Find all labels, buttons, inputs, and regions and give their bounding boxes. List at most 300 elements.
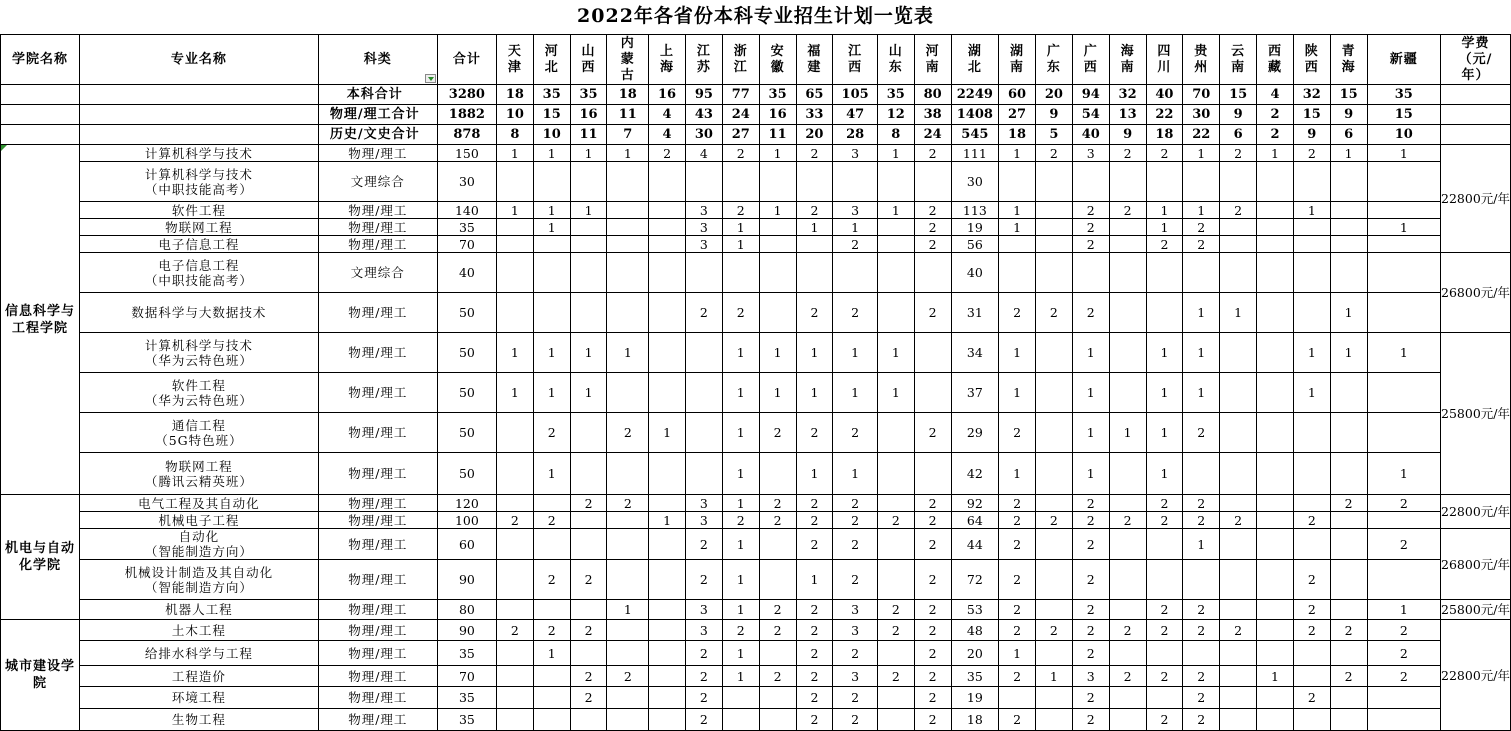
- summary-blank[interactable]: [80, 125, 319, 145]
- province-quota[interactable]: 1: [533, 373, 570, 413]
- subject-type[interactable]: 物理/理工: [318, 512, 437, 529]
- province-quota[interactable]: 2: [759, 666, 796, 687]
- province-quota[interactable]: [1330, 202, 1367, 219]
- province-quota[interactable]: 2: [685, 641, 722, 666]
- header-province[interactable]: 广西: [1072, 35, 1109, 85]
- summary-value[interactable]: 11: [759, 125, 796, 145]
- province-quota[interactable]: 2: [833, 560, 878, 600]
- province-quota[interactable]: 1: [496, 202, 533, 219]
- header-province[interactable]: 湖南: [999, 35, 1036, 85]
- header-total[interactable]: 合计: [437, 35, 496, 85]
- summary-value[interactable]: 32: [1293, 85, 1330, 105]
- province-quota[interactable]: 2: [877, 512, 914, 529]
- province-quota[interactable]: [1220, 236, 1257, 253]
- province-quota[interactable]: [496, 529, 533, 560]
- summary-value[interactable]: 10: [1367, 125, 1440, 145]
- province-quota[interactable]: 2: [1183, 413, 1220, 453]
- header-province[interactable]: 湖 北: [951, 35, 999, 85]
- summary-total[interactable]: 3280: [437, 85, 496, 105]
- province-quota[interactable]: 35: [951, 666, 999, 687]
- province-quota[interactable]: [877, 529, 914, 560]
- province-quota[interactable]: 2: [999, 529, 1036, 560]
- summary-value[interactable]: 95: [685, 85, 722, 105]
- province-quota[interactable]: [1257, 333, 1294, 373]
- major-name[interactable]: 机械电子工程: [80, 512, 319, 529]
- province-quota[interactable]: 3: [685, 495, 722, 512]
- province-quota[interactable]: 2: [1220, 202, 1257, 219]
- province-quota[interactable]: 2: [1293, 600, 1330, 620]
- province-quota[interactable]: 34: [951, 333, 999, 373]
- province-quota[interactable]: [649, 373, 686, 413]
- province-quota[interactable]: 2: [759, 600, 796, 620]
- summary-value[interactable]: 4: [649, 125, 686, 145]
- subject-type[interactable]: 物理/理工: [318, 600, 437, 620]
- province-quota[interactable]: [1330, 236, 1367, 253]
- province-quota[interactable]: 1: [607, 333, 649, 373]
- province-quota[interactable]: 2: [533, 620, 570, 641]
- summary-value[interactable]: 47: [833, 105, 878, 125]
- summary-value[interactable]: 11: [570, 125, 607, 145]
- province-quota[interactable]: [1293, 641, 1330, 666]
- province-quota[interactable]: 1: [999, 373, 1036, 413]
- province-quota[interactable]: 1: [796, 333, 833, 373]
- province-quota[interactable]: 2: [722, 512, 759, 529]
- province-quota[interactable]: 2: [1146, 145, 1183, 162]
- province-quota[interactable]: 1: [833, 373, 878, 413]
- header-college[interactable]: 学院名称: [1, 35, 80, 85]
- province-quota[interactable]: 2: [1072, 600, 1109, 620]
- summary-value[interactable]: 105: [833, 85, 878, 105]
- subject-type[interactable]: 物理/理工: [318, 413, 437, 453]
- province-quota[interactable]: [496, 600, 533, 620]
- province-quota[interactable]: 2: [914, 512, 951, 529]
- province-quota[interactable]: [607, 709, 649, 731]
- province-quota[interactable]: [759, 560, 796, 600]
- province-quota[interactable]: 2: [496, 512, 533, 529]
- province-quota[interactable]: [1146, 641, 1183, 666]
- major-name[interactable]: 计算机科学与技术: [80, 145, 319, 162]
- province-quota[interactable]: 2: [570, 620, 607, 641]
- province-quota[interactable]: 1: [1146, 413, 1183, 453]
- province-quota[interactable]: 19: [951, 219, 999, 236]
- province-quota[interactable]: 2: [1367, 666, 1440, 687]
- province-quota[interactable]: 2: [533, 560, 570, 600]
- province-quota[interactable]: 2: [999, 293, 1036, 333]
- province-quota[interactable]: 2: [877, 600, 914, 620]
- header-province[interactable]: 内蒙古: [607, 35, 649, 85]
- province-quota[interactable]: 1: [649, 512, 686, 529]
- province-quota[interactable]: 2: [1293, 145, 1330, 162]
- province-quota[interactable]: [570, 529, 607, 560]
- tuition-fee[interactable]: 26800元/年: [1441, 529, 1511, 600]
- province-quota[interactable]: 2: [1220, 145, 1257, 162]
- subject-type[interactable]: 物理/理工: [318, 453, 437, 495]
- province-quota[interactable]: 2: [1072, 202, 1109, 219]
- province-quota[interactable]: 2: [1220, 512, 1257, 529]
- province-quota[interactable]: [877, 253, 914, 293]
- header-province[interactable]: 江苏: [685, 35, 722, 85]
- province-quota[interactable]: [649, 600, 686, 620]
- province-quota[interactable]: [1035, 333, 1072, 373]
- province-quota[interactable]: 3: [1072, 666, 1109, 687]
- province-quota[interactable]: [759, 641, 796, 666]
- province-quota[interactable]: 1: [533, 145, 570, 162]
- province-quota[interactable]: [877, 453, 914, 495]
- province-quota[interactable]: 1: [722, 666, 759, 687]
- summary-blank[interactable]: [1, 125, 80, 145]
- summary-value[interactable]: 16: [649, 85, 686, 105]
- province-quota[interactable]: 2: [999, 495, 1036, 512]
- province-quota[interactable]: [1257, 620, 1294, 641]
- province-quota[interactable]: [1367, 373, 1440, 413]
- province-quota[interactable]: 2: [1183, 666, 1220, 687]
- province-quota[interactable]: 1: [877, 145, 914, 162]
- province-quota[interactable]: [685, 333, 722, 373]
- province-quota[interactable]: [533, 709, 570, 731]
- province-quota[interactable]: 1: [1220, 293, 1257, 333]
- province-quota[interactable]: [1367, 560, 1440, 600]
- province-quota[interactable]: 1: [722, 453, 759, 495]
- province-quota[interactable]: 2: [796, 293, 833, 333]
- province-quota[interactable]: 1: [570, 373, 607, 413]
- province-quota[interactable]: [796, 236, 833, 253]
- province-quota[interactable]: [1257, 560, 1294, 600]
- province-quota[interactable]: 42: [951, 453, 999, 495]
- subject-type[interactable]: 物理/理工: [318, 687, 437, 709]
- province-quota[interactable]: 3: [685, 620, 722, 641]
- major-name[interactable]: 电子信息工程 （中职技能高考）: [80, 253, 319, 293]
- province-quota[interactable]: [914, 162, 951, 202]
- summary-value[interactable]: 5: [1035, 125, 1072, 145]
- college-name[interactable]: 信息科学与工程学院: [1, 145, 80, 495]
- province-quota[interactable]: 2: [759, 620, 796, 641]
- province-quota[interactable]: 2: [914, 413, 951, 453]
- province-quota[interactable]: 2: [1367, 641, 1440, 666]
- major-name[interactable]: 数据科学与大数据技术: [80, 293, 319, 333]
- summary-value[interactable]: 9: [1330, 105, 1367, 125]
- province-quota[interactable]: 113: [951, 202, 999, 219]
- summary-value[interactable]: 13: [1109, 105, 1146, 125]
- province-quota[interactable]: [685, 162, 722, 202]
- summary-value[interactable]: 30: [685, 125, 722, 145]
- province-quota[interactable]: 2: [914, 641, 951, 666]
- major-name[interactable]: 软件工程 （华为云特色班）: [80, 373, 319, 413]
- province-quota[interactable]: 1: [1367, 145, 1440, 162]
- province-quota[interactable]: 64: [951, 512, 999, 529]
- province-quota[interactable]: [1220, 162, 1257, 202]
- province-quota[interactable]: 2: [1072, 293, 1109, 333]
- province-quota[interactable]: 2: [1183, 600, 1220, 620]
- province-quota[interactable]: 4: [685, 145, 722, 162]
- province-quota[interactable]: 1: [759, 145, 796, 162]
- province-quota[interactable]: 2: [1146, 512, 1183, 529]
- province-quota[interactable]: 2: [607, 413, 649, 453]
- province-quota[interactable]: [649, 620, 686, 641]
- province-quota[interactable]: [877, 687, 914, 709]
- summary-value[interactable]: 77: [722, 85, 759, 105]
- province-quota[interactable]: [1183, 641, 1220, 666]
- province-quota[interactable]: [496, 293, 533, 333]
- summary-value[interactable]: 27: [722, 125, 759, 145]
- province-quota[interactable]: 2: [833, 495, 878, 512]
- province-quota[interactable]: [1293, 709, 1330, 731]
- province-quota[interactable]: [649, 529, 686, 560]
- summary-blank[interactable]: [80, 105, 319, 125]
- province-quota[interactable]: 2: [649, 145, 686, 162]
- major-name[interactable]: 生物工程: [80, 709, 319, 731]
- province-quota[interactable]: [1109, 529, 1146, 560]
- province-quota[interactable]: 2: [999, 512, 1036, 529]
- province-quota[interactable]: 2: [570, 560, 607, 600]
- province-quota[interactable]: [649, 333, 686, 373]
- province-quota[interactable]: 2: [1330, 620, 1367, 641]
- province-quota[interactable]: [1257, 413, 1294, 453]
- subject-type[interactable]: 物理/理工: [318, 620, 437, 641]
- province-quota[interactable]: 2: [1072, 560, 1109, 600]
- province-quota[interactable]: 2: [999, 666, 1036, 687]
- province-quota[interactable]: [1330, 453, 1367, 495]
- province-quota[interactable]: [1146, 687, 1183, 709]
- summary-blank[interactable]: [1441, 105, 1511, 125]
- province-quota[interactable]: 2: [833, 512, 878, 529]
- province-quota[interactable]: 2: [607, 666, 649, 687]
- province-quota[interactable]: [607, 202, 649, 219]
- province-quota[interactable]: 2: [796, 529, 833, 560]
- province-quota[interactable]: 2: [833, 236, 878, 253]
- province-quota[interactable]: 2: [1109, 145, 1146, 162]
- province-quota[interactable]: 3: [685, 600, 722, 620]
- province-quota[interactable]: 2: [999, 620, 1036, 641]
- summary-value[interactable]: 22: [1183, 125, 1220, 145]
- province-quota[interactable]: [1293, 236, 1330, 253]
- province-quota[interactable]: [722, 687, 759, 709]
- province-quota[interactable]: 1: [722, 600, 759, 620]
- header-province[interactable]: 贵州: [1183, 35, 1220, 85]
- summary-value[interactable]: 20: [796, 125, 833, 145]
- province-quota[interactable]: 2: [722, 202, 759, 219]
- summary-blank[interactable]: [80, 85, 319, 105]
- province-quota[interactable]: [570, 162, 607, 202]
- province-quota[interactable]: 1: [1367, 219, 1440, 236]
- province-quota[interactable]: 1: [570, 145, 607, 162]
- college-name[interactable]: 城市建设学院: [1, 620, 80, 731]
- province-quota[interactable]: [759, 236, 796, 253]
- province-quota[interactable]: 2: [796, 666, 833, 687]
- province-quota[interactable]: 2: [914, 709, 951, 731]
- summary-value[interactable]: 15: [1220, 85, 1257, 105]
- province-quota[interactable]: 1: [1367, 453, 1440, 495]
- province-quota[interactable]: [533, 236, 570, 253]
- province-quota[interactable]: [496, 162, 533, 202]
- summary-value[interactable]: 38: [914, 105, 951, 125]
- province-quota[interactable]: [1367, 202, 1440, 219]
- province-quota[interactable]: 1: [877, 333, 914, 373]
- header-province[interactable]: 江西: [833, 35, 878, 85]
- province-quota[interactable]: [1220, 413, 1257, 453]
- province-quota[interactable]: [1293, 413, 1330, 453]
- province-quota[interactable]: [685, 253, 722, 293]
- province-quota[interactable]: [1109, 560, 1146, 600]
- province-quota[interactable]: 2: [796, 202, 833, 219]
- province-quota[interactable]: 1: [1183, 529, 1220, 560]
- province-quota[interactable]: [999, 687, 1036, 709]
- row-total[interactable]: 90: [437, 560, 496, 600]
- province-quota[interactable]: 2: [1146, 236, 1183, 253]
- summary-value[interactable]: 24: [722, 105, 759, 125]
- province-quota[interactable]: 1: [722, 529, 759, 560]
- summary-value[interactable]: 35: [1367, 85, 1440, 105]
- province-quota[interactable]: 2: [722, 145, 759, 162]
- province-quota[interactable]: [1183, 560, 1220, 600]
- province-quota[interactable]: 2: [914, 560, 951, 600]
- province-quota[interactable]: 2: [1072, 512, 1109, 529]
- province-quota[interactable]: [570, 600, 607, 620]
- province-quota[interactable]: 1: [722, 373, 759, 413]
- province-quota[interactable]: 1: [722, 413, 759, 453]
- summary-value[interactable]: 65: [796, 85, 833, 105]
- province-quota[interactable]: 2: [1293, 512, 1330, 529]
- province-quota[interactable]: 2: [914, 687, 951, 709]
- subject-type[interactable]: 物理/理工: [318, 333, 437, 373]
- province-quota[interactable]: 2: [796, 600, 833, 620]
- major-name[interactable]: 机械设计制造及其自动化 （智能制造方向）: [80, 560, 319, 600]
- province-quota[interactable]: 1: [722, 641, 759, 666]
- province-quota[interactable]: [649, 202, 686, 219]
- tuition-fee[interactable]: 25800元/年: [1441, 600, 1511, 620]
- summary-value[interactable]: 43: [685, 105, 722, 125]
- province-quota[interactable]: [496, 236, 533, 253]
- province-quota[interactable]: 2: [722, 293, 759, 333]
- header-province[interactable]: 上海: [649, 35, 686, 85]
- province-quota[interactable]: [570, 709, 607, 731]
- province-quota[interactable]: 2: [1293, 687, 1330, 709]
- province-quota[interactable]: [1330, 413, 1367, 453]
- province-quota[interactable]: [1330, 600, 1367, 620]
- province-quota[interactable]: [607, 253, 649, 293]
- summary-blank[interactable]: [1441, 125, 1511, 145]
- tuition-fee[interactable]: 22800元/年: [1441, 495, 1511, 529]
- province-quota[interactable]: 2: [685, 560, 722, 600]
- province-quota[interactable]: 2: [1109, 512, 1146, 529]
- subject-type[interactable]: 文理综合: [318, 162, 437, 202]
- header-subject[interactable]: 科类: [318, 35, 437, 85]
- province-quota[interactable]: 1: [999, 219, 1036, 236]
- province-quota[interactable]: [1035, 641, 1072, 666]
- province-quota[interactable]: 2: [999, 709, 1036, 731]
- province-quota[interactable]: [570, 236, 607, 253]
- subject-type[interactable]: 物理/理工: [318, 709, 437, 731]
- province-quota[interactable]: 2: [1367, 620, 1440, 641]
- province-quota[interactable]: [607, 219, 649, 236]
- province-quota[interactable]: 1: [570, 202, 607, 219]
- province-quota[interactable]: [607, 162, 649, 202]
- summary-value[interactable]: 60: [999, 85, 1036, 105]
- province-quota[interactable]: [877, 162, 914, 202]
- subject-type[interactable]: 物理/理工: [318, 666, 437, 687]
- summary-value[interactable]: 35: [877, 85, 914, 105]
- province-quota[interactable]: [1367, 709, 1440, 731]
- province-quota[interactable]: [1220, 219, 1257, 236]
- province-quota[interactable]: 1: [1072, 333, 1109, 373]
- province-quota[interactable]: 2: [796, 641, 833, 666]
- subject-type[interactable]: 物理/理工: [318, 641, 437, 666]
- province-quota[interactable]: 2: [796, 709, 833, 731]
- summary-label[interactable]: 本科合计: [318, 85, 437, 105]
- province-quota[interactable]: 2: [685, 666, 722, 687]
- province-quota[interactable]: 2: [1146, 709, 1183, 731]
- province-quota[interactable]: 2: [570, 666, 607, 687]
- province-quota[interactable]: 2: [1072, 219, 1109, 236]
- province-quota[interactable]: 2: [796, 495, 833, 512]
- summary-value[interactable]: 12: [877, 105, 914, 125]
- province-quota[interactable]: [607, 453, 649, 495]
- header-province[interactable]: 福建: [796, 35, 833, 85]
- province-quota[interactable]: [1035, 495, 1072, 512]
- province-quota[interactable]: [533, 162, 570, 202]
- summary-label[interactable]: 物理/理工合计: [318, 105, 437, 125]
- province-quota[interactable]: 2: [1072, 687, 1109, 709]
- province-quota[interactable]: [1257, 641, 1294, 666]
- province-quota[interactable]: [685, 453, 722, 495]
- province-quota[interactable]: [607, 620, 649, 641]
- row-total[interactable]: 60: [437, 529, 496, 560]
- summary-value[interactable]: 9: [1220, 105, 1257, 125]
- summary-value[interactable]: 32: [1109, 85, 1146, 105]
- summary-value[interactable]: 8: [877, 125, 914, 145]
- province-quota[interactable]: [1367, 236, 1440, 253]
- province-quota[interactable]: [496, 253, 533, 293]
- province-quota[interactable]: [570, 413, 607, 453]
- province-quota[interactable]: [1220, 373, 1257, 413]
- college-name[interactable]: 机电与自动化学院: [1, 495, 80, 620]
- province-quota[interactable]: [1109, 293, 1146, 333]
- province-quota[interactable]: 2: [796, 620, 833, 641]
- summary-value[interactable]: 6: [1220, 125, 1257, 145]
- province-quota[interactable]: 37: [951, 373, 999, 413]
- row-total[interactable]: 80: [437, 600, 496, 620]
- province-quota[interactable]: [607, 236, 649, 253]
- province-quota[interactable]: 1: [1072, 453, 1109, 495]
- province-quota[interactable]: 1: [833, 453, 878, 495]
- province-quota[interactable]: [649, 687, 686, 709]
- province-quota[interactable]: [496, 641, 533, 666]
- province-quota[interactable]: [1257, 293, 1294, 333]
- province-quota[interactable]: 2: [570, 495, 607, 512]
- header-province[interactable]: 山东: [877, 35, 914, 85]
- summary-value[interactable]: 28: [833, 125, 878, 145]
- summary-value[interactable]: 15: [1293, 105, 1330, 125]
- province-quota[interactable]: [570, 219, 607, 236]
- province-quota[interactable]: [1257, 373, 1294, 413]
- province-quota[interactable]: 1: [1146, 373, 1183, 413]
- province-quota[interactable]: [649, 495, 686, 512]
- province-quota[interactable]: [1293, 529, 1330, 560]
- province-quota[interactable]: [1146, 162, 1183, 202]
- province-quota[interactable]: [1330, 529, 1367, 560]
- province-quota[interactable]: 1: [1293, 373, 1330, 413]
- summary-total[interactable]: 1882: [437, 105, 496, 125]
- province-quota[interactable]: 3: [833, 145, 878, 162]
- province-quota[interactable]: [1330, 219, 1367, 236]
- province-quota[interactable]: [1072, 162, 1109, 202]
- header-province[interactable]: 云南: [1220, 35, 1257, 85]
- province-quota[interactable]: 1: [1109, 413, 1146, 453]
- province-quota[interactable]: [1109, 709, 1146, 731]
- province-quota[interactable]: 2: [1220, 620, 1257, 641]
- province-quota[interactable]: 2: [1109, 202, 1146, 219]
- province-quota[interactable]: 2: [533, 512, 570, 529]
- summary-value[interactable]: 30: [1183, 105, 1220, 125]
